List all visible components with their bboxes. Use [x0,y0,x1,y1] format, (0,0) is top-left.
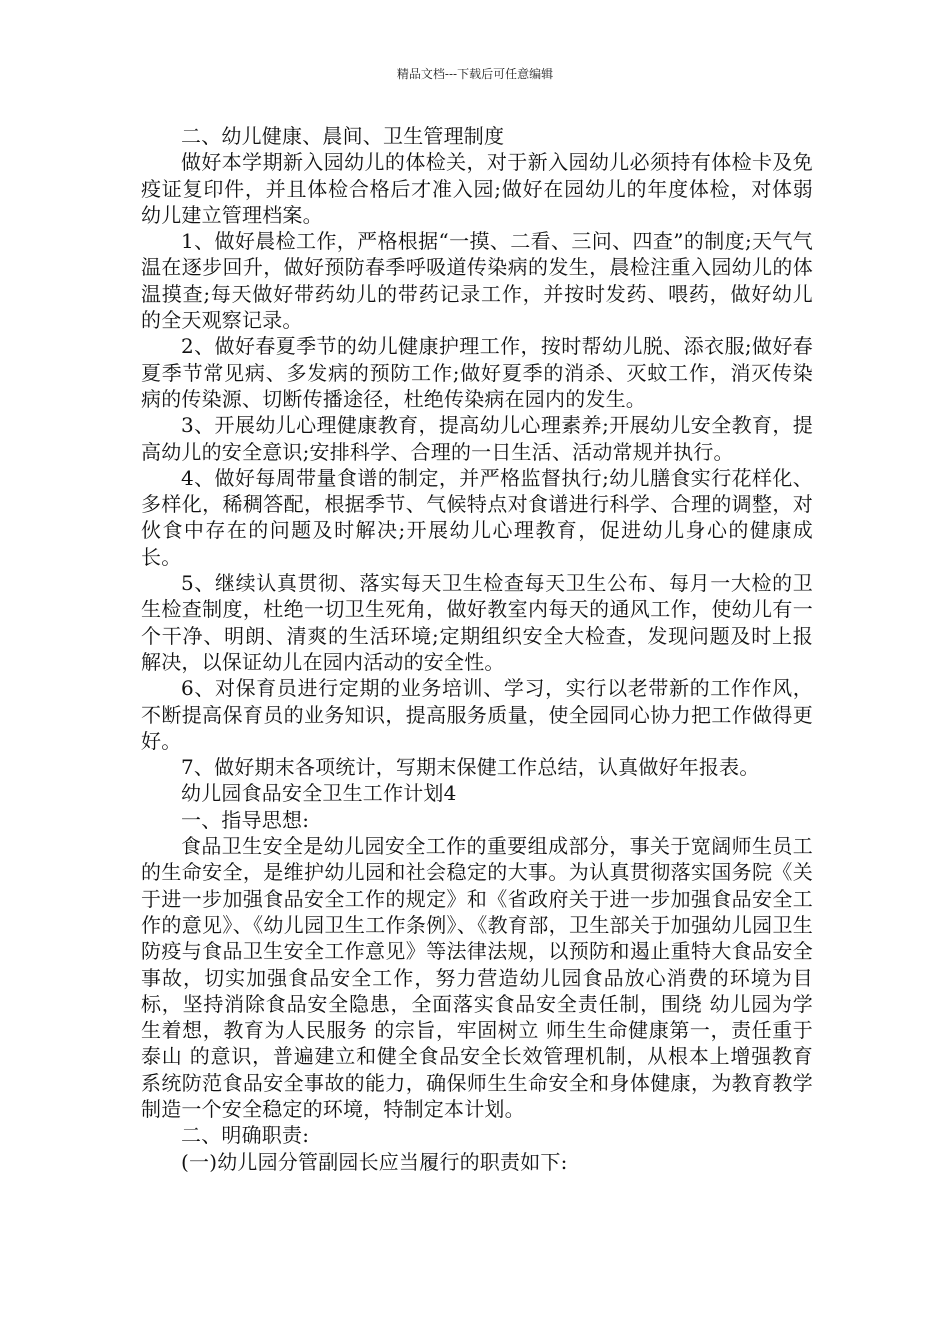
paragraph-intro-checkup: 做好本学期新入园幼儿的体检关，对于新入园幼儿必须持有体检卡及免疫证复印件，并且体检合格后才准入园;做好在园幼儿的年度体检，对体弱幼儿建立管理档案。 [141,150,813,227]
section-heading-health: 二、幼儿健康、晨间、卫生管理制度 [181,124,505,148]
section-heading-duties: 二、明确职责: [181,1123,310,1148]
subsection-heading-vice-principal: (一)幼儿园分管副园长应当履行的职责如下: [181,1149,568,1174]
page-header: 精品文档---下载后可任意编辑 [396,67,554,81]
section-heading-guiding: 一、指导思想: [181,807,310,832]
list-item-5: 5、继续认真贯彻、落实每天卫生检查每天卫生公布、每月一大检的卫生检查制度，杜绝一切卫生死角，做好教室内每天的通风工作，使幼儿有一个干净、明朗、清爽的生活环境;定期组织安全大检查，发现问题及时上报解决，以保证幼儿在园内活动的安全性。 [141,571,813,674]
paragraph-guiding-thought: 食品卫生安全是幼儿园安全工作的重要组成部分，事关于宽阔师生员工的生命安全，是维护幼儿园和社会稳定的大事。为认真贯彻落实国务院《关于进一步加强食品安全工作的规定》和《省政府关于进一步加强食品安全工作的意见》、《幼儿园卫生工作条例》、《教育部，卫生部关于加强幼儿园卫生防疫与食品卫生安全工作意见》等法律法规，以预防和遏止重特大食品安全事故，切实加强食品安全工作，努力营造幼儿园食品放心消费的环境为目标，坚持消除食品安全隐患，全面落实食品安全责任制，围绕 幼儿园为学生着想，教育为人民服务 的宗旨，牢固树立 师生生命健康第一，责任重于泰山 的意识，普遍建立和健全食品安全长效管理机制，从根本上增强教育系统防范食品安全事故的能力，确保师生生命安全和身体健康，为教育教学制造一个安全稳定的环境，特制定本计划。 [141,834,813,1121]
list-item-1: 1、做好晨检工作，严格根据“一摸、二看、三问、四查”的制度;天气气温在逐步回升，做好预防春季呼吸道传染病的发生，晨检注重入园幼儿的体温摸查;每天做好带药幼儿的带药记录工作，并按时发药、喂药，做好幼儿的全天观察记录。 [141,229,813,333]
list-item-4: 4、做好每周带量食谱的制定，并严格监督执行;幼儿膳食实行花样化、多样化，稀稠答配，根据季节、气候特点对食谱进行科学、合理的调整，对伙食中存在的问题及时解决;开展幼儿心理教育，促进幼儿身心的健康成长。 [141,465,813,569]
list-item-3: 3、开展幼儿心理健康教育，提高幼儿心理素养;开展幼儿安全教育，提高幼儿的安全意识;安排科学、合理的一日生活、活动常规并执行。 [141,413,813,464]
list-item-2: 2、做好春夏季节的幼儿健康护理工作，按时帮幼儿脱、添衣服;做好春夏季节常见病、多发病的预防工作;做好夏季的消杀、灭蚊工作，消灭传染病的传染源、切断传播途径，杜绝传染病在园内的发生。 [141,334,813,411]
list-item-7: 7、做好期末各项统计，写期末保健工作总结，认真做好年报表。 [181,755,760,780]
document-body [141,123,813,1175]
list-item-6: 6、对保育员进行定期的业务培训、学习，实行以老带新的工作作风，不断提高保育员的业务知识，提高服务质量，使全园同心协力把工作做得更好。 [141,676,813,753]
plan-title: 幼儿园食品安全卫生工作计划4 [181,781,457,806]
